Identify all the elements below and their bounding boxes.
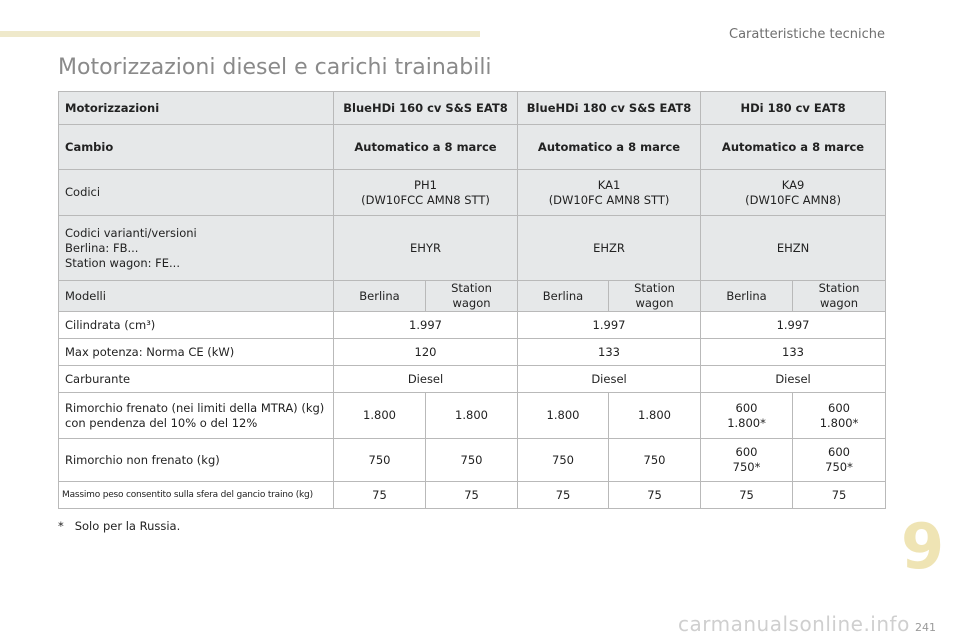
watermark: carmanualsonline.info: [678, 612, 910, 636]
table-cell: Automatico a 8 marce: [518, 125, 701, 170]
table-cell: Diesel: [701, 366, 886, 393]
fuel-row: [59, 366, 886, 393]
table-cell: Berlina: [701, 281, 793, 312]
cell-line: 1.800: [546, 408, 580, 422]
chapter-number: 9: [901, 510, 945, 583]
row-label: Codici: [59, 170, 334, 216]
table-cell: [334, 170, 518, 216]
cell-line: 750: [552, 452, 574, 467]
cell-line: 750: [460, 452, 483, 467]
row-label: Modelli: [59, 281, 334, 312]
table-cell: [701, 439, 793, 482]
engine-spec-table: [58, 91, 886, 509]
braked-trailer-row: [59, 393, 886, 439]
table-cell: [334, 439, 426, 482]
row-label: Max potenza: Norma CE (kW): [59, 339, 334, 366]
table-cell: 75: [701, 482, 793, 509]
cell-line: 600: [828, 400, 850, 415]
cell-line: (DW10FC AMN8 STT): [548, 192, 670, 207]
cell-line: 750*: [732, 460, 761, 474]
table-cell: [701, 170, 886, 216]
row-label: Massimo peso consentito sulla sfera del gancio traino (kg): [59, 482, 334, 509]
table-cell: [334, 393, 426, 439]
table-cell: [426, 393, 518, 439]
table-cell: [518, 393, 609, 439]
cell-line: KA1: [597, 177, 621, 192]
cell-line: PH1: [414, 177, 437, 192]
table-cell: EHZR: [518, 216, 701, 281]
cell-line: 750*: [825, 460, 853, 474]
engine-column-header: BlueHDi 180 cv S&S EAT8: [518, 92, 701, 125]
cell-line: 1.800*: [819, 415, 859, 430]
label-line: Berlina: FB...: [65, 240, 139, 255]
towball-load-row: [59, 482, 886, 509]
row-label: Motorizzazioni: [59, 92, 334, 125]
cell-line: (DW10FCC AMN8 STT): [361, 192, 490, 207]
cell-line: 600: [735, 400, 758, 415]
models-row: [59, 281, 886, 312]
label-line: Rimorchio frenato (nei limiti della MTRA) (kg): [65, 400, 325, 415]
table-cell: 75: [426, 482, 518, 509]
table-cell: [518, 439, 609, 482]
cell-line: 600: [828, 445, 850, 459]
cell-line: 1.800*: [727, 415, 766, 430]
table-cell: 120: [334, 339, 518, 366]
table-cell: [518, 170, 701, 216]
label-line: con pendenza del 10% o del 12%: [65, 415, 258, 430]
row-label: Cambio: [59, 125, 334, 170]
table-cell: Berlina: [334, 281, 426, 312]
engine-column-header: HDi 180 cv EAT8: [701, 92, 886, 125]
label-line: Codici varianti/versioni: [65, 225, 197, 240]
table-cell: 75: [334, 482, 426, 509]
table-cell: Berlina: [518, 281, 609, 312]
table-cell: [793, 393, 886, 439]
table-cell: [609, 393, 701, 439]
table-cell: 133: [701, 339, 886, 366]
displacement-row: [59, 312, 886, 339]
table-cell: 1.997: [701, 312, 886, 339]
cell-line: KA9: [781, 177, 805, 192]
table-cell: [426, 439, 518, 482]
table-cell: 1.997: [518, 312, 701, 339]
section-title: Caratteristiche tecniche: [729, 27, 885, 42]
table-cell: Diesel: [334, 366, 518, 393]
row-label: Carburante: [59, 366, 334, 393]
table-cell: [609, 439, 701, 482]
footnote: * Solo per la Russia.: [58, 519, 181, 533]
table-cell: EHZN: [701, 216, 886, 281]
table-cell: [701, 393, 793, 439]
cell-line: 1.800: [638, 408, 671, 422]
table-cell: Station wagon: [793, 281, 886, 312]
cell-line: 750: [643, 452, 666, 467]
table-cell: 75: [518, 482, 609, 509]
table-cell: Station wagon: [426, 281, 518, 312]
power-row: [59, 339, 886, 366]
table-cell: Station wagon: [609, 281, 701, 312]
table-cell: Diesel: [518, 366, 701, 393]
row-label: Cilindrata (cm³): [59, 312, 334, 339]
table-cell: 75: [609, 482, 701, 509]
page-title: Motorizzazioni diesel e carichi trainabili: [58, 55, 492, 80]
page-number: 241: [915, 621, 936, 634]
cell-line: (DW10FC AMN8): [745, 192, 841, 207]
table-cell: Automatico a 8 marce: [701, 125, 886, 170]
codes-row: [59, 170, 886, 216]
cell-line: 600: [735, 445, 758, 459]
table-cell: EHYR: [334, 216, 518, 281]
table-cell: Automatico a 8 marce: [334, 125, 518, 170]
header-accent-bar: [0, 31, 480, 37]
table-cell: 75: [793, 482, 886, 509]
gearbox-row: [59, 125, 886, 170]
cell-line: 1.800: [455, 408, 488, 422]
table-cell: 1.997: [334, 312, 518, 339]
table-header-row: [59, 92, 886, 125]
row-label: Rimorchio non frenato (kg): [59, 439, 334, 482]
unbraked-trailer-row: [59, 439, 886, 482]
row-label: [59, 216, 334, 281]
cell-line: 1.800: [363, 408, 396, 422]
variants-row: [59, 216, 886, 281]
row-label: [59, 393, 334, 439]
table-cell: [793, 439, 886, 482]
cell-line: 750: [368, 452, 391, 467]
engine-column-header: BlueHDi 160 cv S&S EAT8: [334, 92, 518, 125]
label-line: Station wagon: FE...: [65, 255, 180, 270]
table-cell: 133: [518, 339, 701, 366]
